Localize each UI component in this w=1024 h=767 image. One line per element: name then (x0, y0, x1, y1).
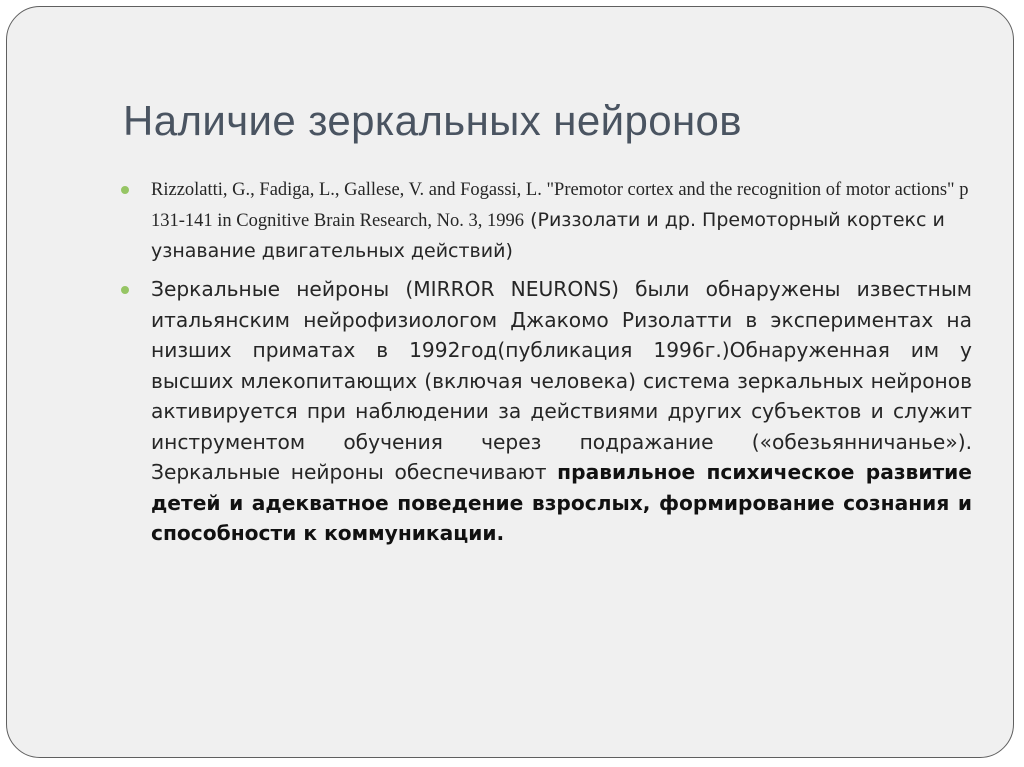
slide-title: Наличие зеркальных нейронов (123, 97, 743, 144)
mirror-neurons-text: Зеркальные нейроны (MIRROR NEURONS) были обнаружены известным итальянским нейрофизиологом Джакомо Ризолатти в экспериментах на низших приматах в 1992год(публикация 1996г.)Обнаруженная им у высших млекопитающих (включая человека) система зеркальных нейронов активируется при наблюдении за действиями других субъектов и служит инструментом обучения через подражание («обезьянничанье»). Зеркальные нейроны обеспечивают (151, 277, 972, 484)
bullet-item-mirror-neurons (119, 274, 972, 549)
citation-translation: (Риззолати и др. Премоторный кортекс и узнавание двигательных действий) (151, 209, 945, 262)
bullet-dot-icon (121, 186, 129, 194)
slide-frame (6, 6, 1014, 758)
citation-text: Rizzolatti, G., Fadiga, L., Gallese, V. and Fogassi, L. "Premotor cortex and the recognition of motor actions" p 131-141 in Cognitive Brain Research, No. 3, 1996 (151, 180, 969, 231)
bullet-dot-icon (121, 286, 129, 294)
bullet-item-citation (119, 175, 972, 267)
mirror-neurons-emphasis: правильное психическое развитие детей и адекватное поведение взрослых, формирование сознания и способности к коммуникации. (151, 460, 973, 545)
slide-content (119, 175, 972, 549)
